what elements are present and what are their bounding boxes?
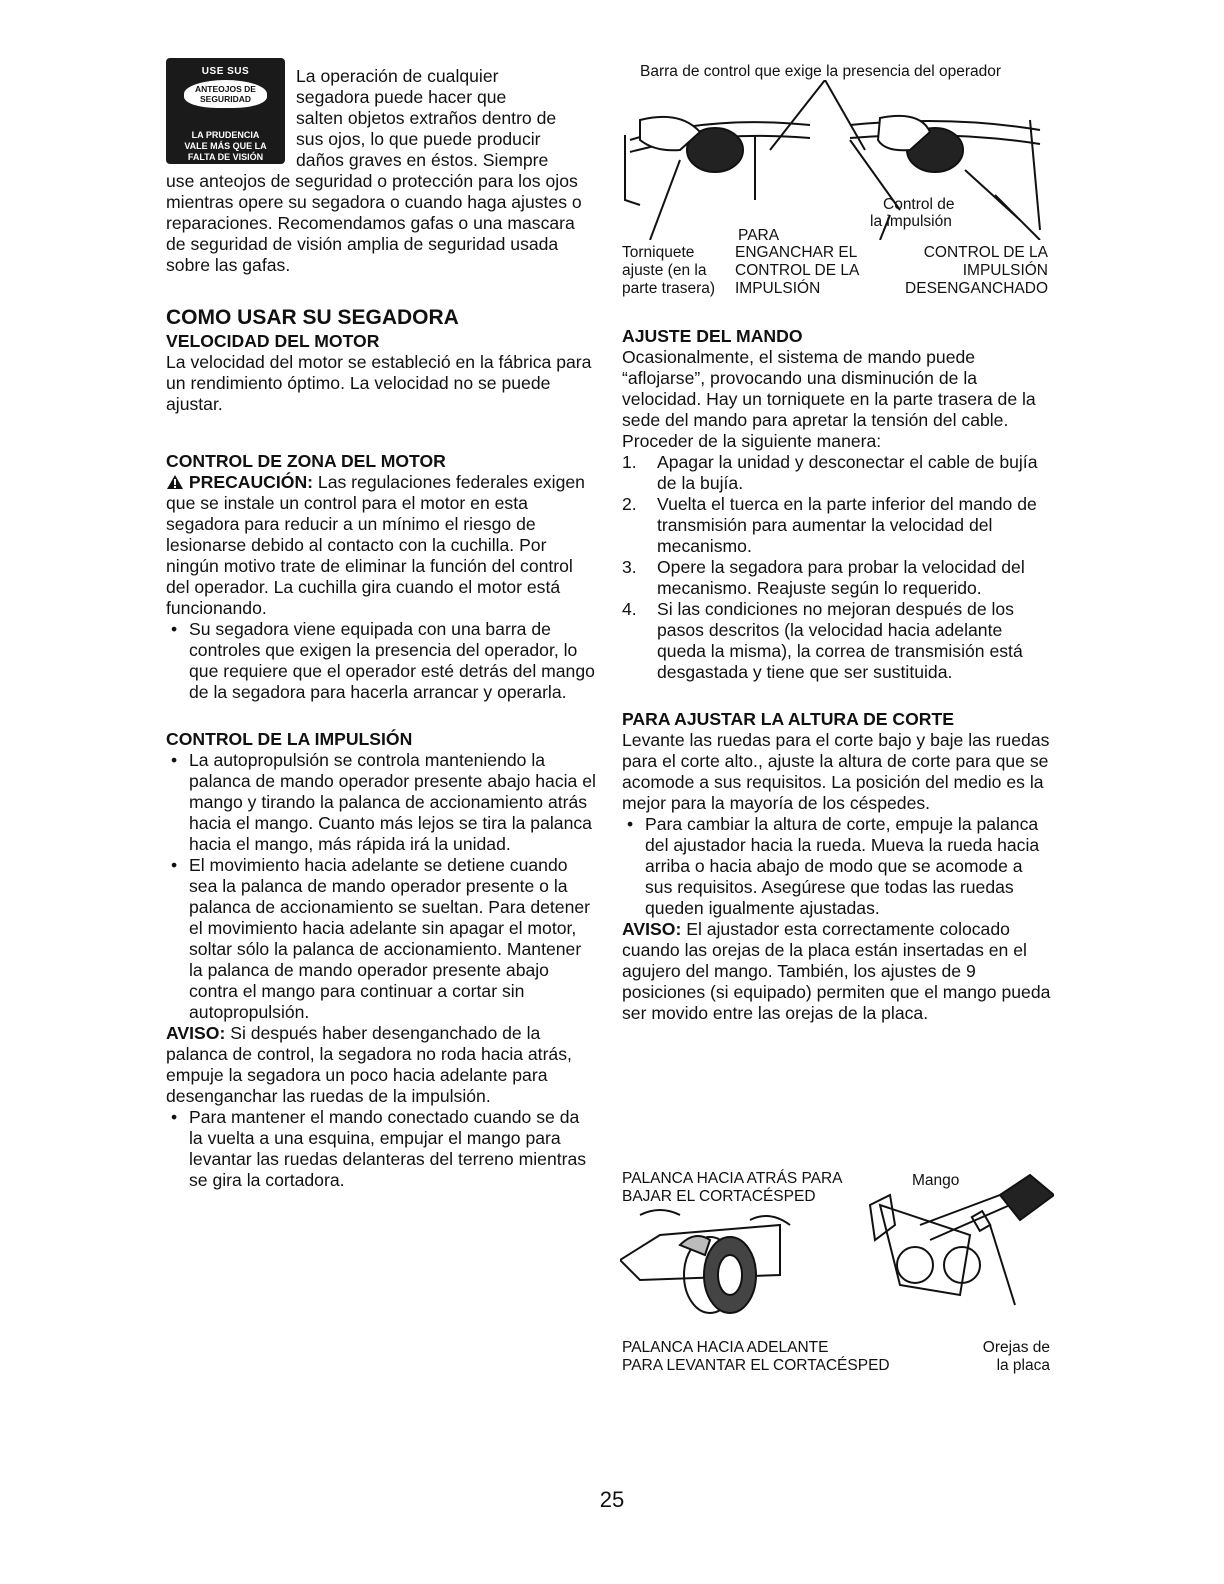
list-item: • El movimiento hacia adelante se detiene cuando sea la palanca de mando operador presente o la palanca de accionamiento se sueltan. Para detener el movimiento hacia adelante sin apagar el motor, soltar sólo la palanca de accionamiento. Mantener la palanca de mando operador presente abajo contra el mango para continuar a cortar sin autopropulsión. [166, 855, 596, 1023]
fig1-des-2: IMPULSIÓN [962, 262, 1048, 279]
list-item: • Para mantener el mando conectado cuando se da la vuelta a una esquina, empujar el mango para levantar las ruedas delanteras del terreno mientras se gira la cortadora. [166, 1107, 596, 1191]
list-item: • Su segadora viene equipada con una barra de controles que exigen la presencia del operador, lo que requiere que el operador esté detrás del mango de la segadora para hacerla arrancar y operarla. [166, 619, 596, 703]
fig2-atras-2: BAJAR EL CORTACÉSPED [622, 1188, 816, 1205]
fig1-enganchar-2: CONTROL DE LA [735, 262, 860, 279]
list-item: • Para cambiar la altura de corte, empuje la palanca del ajustador hacia la rueda. Mueva la rueda hacia arriba o hacia abajo de modo que se acomode a sus requisitos. Asegúrese que todas las ruedas queden igualmente ajustadas. [622, 814, 1054, 919]
fig1-ajuste: ajuste (en la [622, 262, 707, 279]
right-column [622, 326, 1054, 1024]
fig2-atras-1: PALANCA HACIA ATRÁS PARA [622, 1170, 843, 1187]
fig2-adelante-2: PARA LEVANTAR EL CORTACÉSPED [622, 1357, 890, 1374]
intro-rest: use anteojos de seguridad o protección para los ojos mientras opere su segadora o cuando haga ajustes o reparaciones. Recomendamos gafas o una mascara de seguridad de visión amplia de seguridad usada sobre las gafas. [166, 171, 582, 275]
list-item: 2. Vuelta el tuerca en la parte inferior del mando de transmisión para aumentar la velocidad del mecanismo. [622, 494, 1037, 556]
list-item: 4. Si las condiciones no mejoran después de los pasos descritos (la velocidad hacia adelante queda la misma), la correa de transmisión está desgastada y tiene que ser sustituida. [622, 599, 1023, 682]
page-number: 25 [599, 1487, 625, 1512]
badge-line-3: LA PRUDENCIA VALE MÁS QUE LA FALTA DE VISIÓN [184, 130, 267, 162]
fig1-parte-trasera: parte trasera) [622, 280, 716, 297]
ajuste-mando-heading: AJUSTE DEL MANDO [622, 326, 803, 346]
fig1-enganchar-3: IMPULSIÓN [735, 280, 821, 297]
fig1-des-3: DESENGANCHADO [905, 280, 1048, 297]
ajuste-mando-text: Ocasionalmente, el sistema de mando puede “aflojarse”, provocando una disminución de la velocidad. Hay un torniquete en la parte trasera de la sede del mando para apretar la tensión del cable. Proceder de la siguiente manera: [622, 347, 1036, 451]
fig2-orejas-1: Orejas de [982, 1339, 1050, 1356]
badge-line-2: ANTEOJOS DE SEGURIDAD [195, 84, 256, 104]
zona-heading: CONTROL DE ZONA DEL MOTOR [166, 451, 446, 471]
list-item: 3. Opere la segadora para probar la velocidad del mecanismo. Reajuste según lo requerido. [622, 557, 1025, 598]
fig1-top-label: Barra de control que exige la presencia del operador [640, 63, 1002, 80]
fig2-adelante-1: PALANCA HACIA ADELANTE [622, 1339, 829, 1356]
height-adjuster-illustration [620, 1165, 1054, 1335]
fig1-para: PARA [738, 227, 780, 244]
list-item: • La autopropulsión se controla manteniendo la palanca de mando operador presente abajo hacia el mango y tirando la palanca de accionamiento atrás hacia el mango. Cuanto más lejos se tira la palanca hacia el mango, más rápida irá la unidad. [166, 750, 596, 855]
fig1-control-label-2: la impulsión [870, 213, 952, 230]
badge-line-1: USE SUS [201, 66, 250, 77]
intro-wrap-text: La operación de cualquier segadora puede hacer que salten objetos extraños dentro de sus ojos, lo que puede producir daños graves en éstos. Siempre [296, 66, 557, 170]
section-title: COMO USAR SU SEGADORA [166, 306, 459, 329]
left-column [166, 305, 596, 1191]
impulsion-heading: CONTROL DE LA IMPULSIÓN [166, 729, 413, 749]
aviso-paragraph: AVISO: El ajustador esta correctamente colocado cuando las orejas de la placa están insertadas en el agujero del mango. También, los ajustes de 9 posiciones (si equipado) permiten que el mango pueda ser movido entre las orejas de la placa. [622, 919, 1051, 1023]
velocidad-heading: VELOCIDAD DEL MOTOR [166, 331, 380, 351]
fig1-enganchar-1: ENGANCHAR EL [735, 244, 858, 261]
altura-text: Levante las ruedas para el corte bajo y baje las ruedas para el corte alto., ajuste la altura de corte para que se acomode a sus requisitos. La posición del medio es la mejor para la mayoría de los céspedes. [622, 730, 1050, 813]
precaucion-paragraph: PRECAUCIÓN: Las regulaciones federales exigen que se instale un control para el motor en esta segadora para reducir a un mínimo el riesgo de lesionarse debido al contacto con la cuchilla. Por ningún motivo trate de eliminar la función del control del operador. La cuchilla gira cuando el motor está funcionando. [166, 472, 585, 618]
list-item: 1. Apagar la unidad y desconectar el cable de bujía de la bujía. [622, 452, 1038, 493]
fig1-control-label-1: Control de [883, 196, 955, 213]
control-bar-illustration [620, 80, 1052, 240]
fig1-des-1: CONTROL DE LA [923, 244, 1048, 261]
velocidad-text: La velocidad del motor se estableció en la fábrica para un rendimiento óptimo. La velocidad no se puede ajustar. [166, 352, 592, 414]
fig2-mango: Mango [912, 1172, 960, 1189]
fig1-torniquete: Torniquete [622, 244, 695, 261]
aviso-paragraph: AVISO: Si después haber desenganchado de la palanca de control, la segadora no roda hacia atrás, empuje la segadora un poco hacia adelante para desenganchar las ruedas de la impulsión. [166, 1023, 572, 1106]
safety-glasses-badge [166, 58, 285, 164]
fig2-orejas-2: la placa [996, 1357, 1050, 1374]
warning-icon [166, 474, 184, 490]
altura-heading: PARA AJUSTAR LA ALTURA DE CORTE [622, 709, 954, 729]
